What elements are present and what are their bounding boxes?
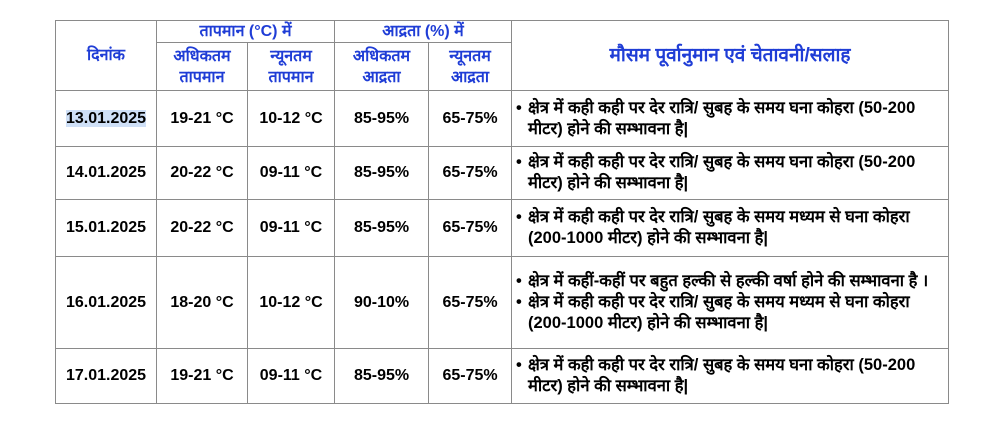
advisory-text: क्षेत्र में कही कही पर देर रात्रि/ सुबह के समय मध्यम से घना कोहरा (200-1000 मीटर) होने की सम्भावना है| [528, 293, 910, 332]
min-humidity-cell: 65-75% [429, 349, 512, 404]
temperature-group-header: तापमान (°C) में [157, 21, 335, 43]
max-humidity-cell: 90-10% [335, 257, 429, 349]
advisory-cell [512, 257, 949, 349]
advisory-cell [512, 200, 949, 257]
forecast-header: मौसम पूर्वानुमान एवं चेतावनी/सलाह [512, 21, 949, 91]
date-cell: 17.01.2025 [56, 349, 157, 404]
max-humidity-cell: 85-95% [335, 349, 429, 404]
advisory-text: क्षेत्र में कही कही पर देर रात्रि/ सुबह के समय घना कोहरा (50-200 मीटर) होने की सम्भावना है| [528, 98, 916, 138]
table-row [56, 147, 949, 200]
min-temp-cell: 09-11 °C [248, 349, 335, 404]
max-temp-cell: 20-22 °C [157, 200, 248, 257]
advisory-cell [512, 349, 949, 404]
min-humidity-header: न्यूनतम आद्रता [429, 43, 512, 91]
bullet-icon: • [516, 208, 522, 226]
max-temp-cell: 19-21 °C [157, 91, 248, 147]
min-humidity-cell: 65-75% [429, 91, 512, 147]
advisory-item [516, 152, 942, 194]
date-header: दिनांक [56, 21, 157, 91]
max-temp-cell: 19-21 °C [157, 349, 248, 404]
forecast-table [55, 20, 949, 404]
min-temp-cell: 09-11 °C [248, 200, 335, 257]
advisory-item [516, 207, 942, 249]
max-humidity-header: अधिकतम आद्रता [335, 43, 429, 91]
max-humidity-cell: 85-95% [335, 91, 429, 147]
bullet-icon: • [516, 356, 522, 374]
table-row [56, 257, 949, 349]
bullet-icon: • [516, 153, 522, 171]
max-temp-cell: 18-20 °C [157, 257, 248, 349]
advisory-item [516, 355, 942, 397]
advisory-cell [512, 147, 949, 200]
bullet-icon: • [516, 98, 522, 117]
advisory-text: क्षेत्र में कही कही पर देर रात्रि/ सुबह के समय मध्यम से घना कोहरा (200-1000 मीटर) होने की सम्भावना है| [528, 208, 910, 247]
selected-date-text[interactable]: 13.01.2025 [65, 109, 147, 127]
advisory-cell [512, 91, 949, 147]
date-cell: 15.01.2025 [56, 200, 157, 257]
max-temp-header: अधिकतम तापमान [157, 43, 248, 91]
bullet-icon: • [516, 293, 522, 311]
advisory-item [516, 271, 942, 292]
max-humidity-cell: 85-95% [335, 200, 429, 257]
min-humidity-cell: 65-75% [429, 200, 512, 257]
table-row [56, 91, 949, 147]
date-cell: 16.01.2025 [56, 257, 157, 349]
max-temp-cell: 20-22 °C [157, 147, 248, 200]
date-cell [56, 91, 157, 147]
min-humidity-cell: 65-75% [429, 257, 512, 349]
max-humidity-cell: 85-95% [335, 147, 429, 200]
table-row [56, 349, 949, 404]
advisory-text: क्षेत्र में कही कही पर देर रात्रि/ सुबह के समय घना कोहरा (50-200 मीटर) होने की सम्भावना है| [528, 153, 916, 192]
advisory-text: क्षेत्र में कही कही पर देर रात्रि/ सुबह के समय घना कोहरा (50-200 मीटर) होने की सम्भावना है| [528, 356, 916, 395]
min-temp-cell: 09-11 °C [248, 147, 335, 200]
min-humidity-cell: 65-75% [429, 147, 512, 200]
humidity-group-header: आद्रता (%) में [335, 21, 512, 43]
date-cell: 14.01.2025 [56, 147, 157, 200]
advisory-item [516, 292, 942, 334]
advisory-item [516, 98, 942, 140]
table-row [56, 200, 949, 257]
advisory-text: क्षेत्र में कहीं-कहीं पर बहुत हल्की से हल्की वर्षा होने की सम्भावना है । [528, 272, 929, 290]
min-temp-cell: 10-12 °C [248, 257, 335, 349]
bullet-icon: • [516, 272, 522, 290]
min-temp-cell: 10-12 °C [248, 91, 335, 147]
min-temp-header: न्यूनतम तापमान [248, 43, 335, 91]
